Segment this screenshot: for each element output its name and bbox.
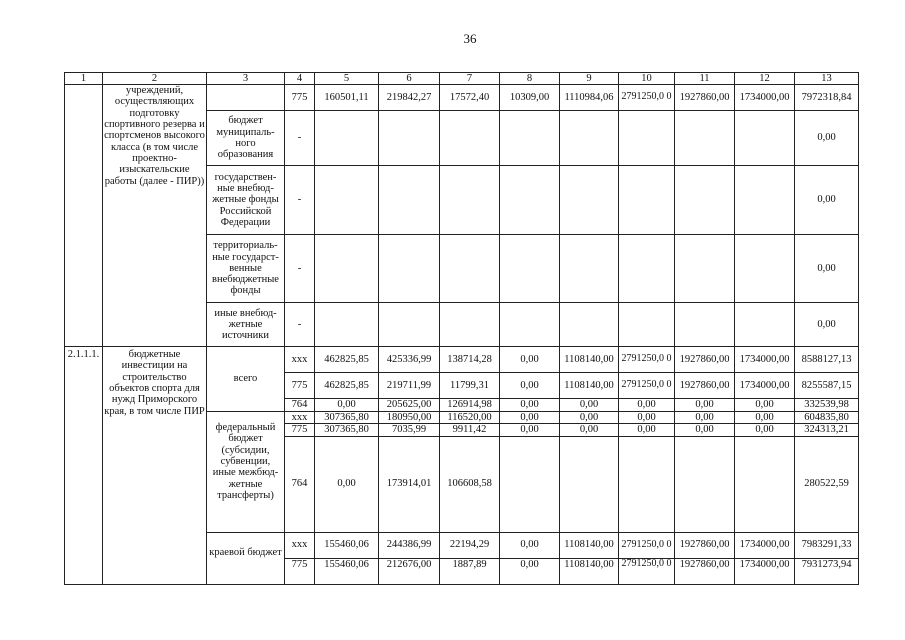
value-cell	[619, 436, 675, 532]
value-cell: 1108140,00	[560, 347, 619, 373]
value-cell	[735, 235, 795, 303]
value-cell: 11799,31	[440, 373, 500, 399]
value-cell: 0,00	[619, 399, 675, 412]
value-cell	[440, 235, 500, 303]
value-cell: 1108140,00	[560, 373, 619, 399]
value-cell: 0,00	[560, 424, 619, 436]
value-cell	[315, 303, 379, 347]
code-cell: 764	[285, 436, 315, 532]
value-cell: 205625,00	[379, 399, 440, 412]
value-cell: 138714,28	[440, 347, 500, 373]
value-cell: 1927860,00	[675, 558, 735, 584]
value-cell: 219842,27	[379, 85, 440, 111]
value-cell: 0,00	[560, 399, 619, 412]
code-cell: 775	[285, 558, 315, 584]
source-cell: всего	[207, 347, 285, 412]
value-cell: 8588127,13	[795, 347, 859, 373]
value-cell: 307365,80	[315, 412, 379, 424]
value-cell	[560, 235, 619, 303]
value-cell: 1734000,00	[735, 373, 795, 399]
row-number-cell: 2.1.1.1.	[65, 347, 103, 585]
value-cell: 0,00	[500, 412, 560, 424]
value-cell: 0,00	[675, 399, 735, 412]
value-cell	[379, 235, 440, 303]
value-cell	[735, 303, 795, 347]
value-cell	[315, 235, 379, 303]
value-cell: 0,00	[560, 412, 619, 424]
table-row	[65, 85, 859, 111]
value-cell: 0,00	[795, 235, 859, 303]
value-cell: 173914,01	[379, 436, 440, 532]
value-cell: 0,00	[315, 436, 379, 532]
header-cell: 4	[285, 73, 315, 85]
value-cell	[560, 436, 619, 532]
value-cell: 0,00	[500, 424, 560, 436]
value-cell: 1927860,00	[675, 532, 735, 558]
source-cell: территориаль-ные государст-венные внебюджетные фонды	[207, 235, 285, 303]
value-cell: 1887,89	[440, 558, 500, 584]
code-cell: -	[285, 303, 315, 347]
value-cell: 0,00	[735, 399, 795, 412]
header-cell: 1	[65, 73, 103, 85]
value-cell: 0,00	[500, 532, 560, 558]
value-cell: 462825,85	[315, 347, 379, 373]
value-cell: 0,00	[315, 399, 379, 412]
value-cell: 0,00	[619, 424, 675, 436]
code-cell: ххх	[285, 532, 315, 558]
value-cell: 1927860,00	[675, 85, 735, 111]
value-cell: 1110984,06	[560, 85, 619, 111]
header-cell: 6	[379, 73, 440, 85]
value-cell: 7972318,84	[795, 85, 859, 111]
header-cell: 13	[795, 73, 859, 85]
value-cell	[619, 166, 675, 235]
event-name-cell: учреждений, осуществляющих подготовку спортивного резерва и спортсменов высокого класса (в том числе проектно-изыскательские работы (далее - ПИР))	[103, 85, 207, 347]
value-cell	[379, 111, 440, 166]
value-cell: 10309,00	[500, 85, 560, 111]
value-cell: 0,00	[675, 412, 735, 424]
value-cell: 0,00	[500, 558, 560, 584]
code-cell: ххх	[285, 347, 315, 373]
value-cell	[440, 111, 500, 166]
value-cell: 7983291,33	[795, 532, 859, 558]
value-cell	[619, 235, 675, 303]
value-cell: 0,00	[795, 166, 859, 235]
value-cell: 324313,21	[795, 424, 859, 436]
value-cell: 1108140,00	[560, 558, 619, 584]
value-cell: 0,00	[500, 399, 560, 412]
source-cell: федеральный бюджет (субсидии, субвенции, иные межбюд-жетные трансферты)	[207, 412, 285, 533]
code-cell: 764	[285, 399, 315, 412]
value-cell: 2791250,0 0	[619, 373, 675, 399]
value-cell: 1734000,00	[735, 85, 795, 111]
value-cell	[560, 166, 619, 235]
header-cell: 2	[103, 73, 207, 85]
value-cell: 8255587,15	[795, 373, 859, 399]
value-cell	[675, 166, 735, 235]
value-cell	[500, 303, 560, 347]
row-number-cell	[65, 85, 103, 347]
value-cell: 0,00	[500, 347, 560, 373]
source-cell: краевой бюджет	[207, 532, 285, 584]
value-cell	[675, 436, 735, 532]
value-cell	[560, 111, 619, 166]
value-cell: 604835,80	[795, 412, 859, 424]
value-cell: 0,00	[795, 111, 859, 166]
value-cell: 1927860,00	[675, 347, 735, 373]
code-cell: -	[285, 235, 315, 303]
header-cell: 5	[315, 73, 379, 85]
value-cell: 106608,58	[440, 436, 500, 532]
header-cell: 10	[619, 73, 675, 85]
header-cell: 12	[735, 73, 795, 85]
value-cell	[440, 166, 500, 235]
value-cell: 0,00	[735, 424, 795, 436]
code-cell: 775	[285, 373, 315, 399]
value-cell: 0,00	[675, 424, 735, 436]
header-cell: 11	[675, 73, 735, 85]
value-cell	[500, 436, 560, 532]
header-cell: 8	[500, 73, 560, 85]
code-cell: ххх	[285, 412, 315, 424]
value-cell: 17572,40	[440, 85, 500, 111]
value-cell	[379, 303, 440, 347]
page-number: 36	[463, 31, 477, 46]
value-cell: 155460,06	[315, 532, 379, 558]
value-cell: 332539,98	[795, 399, 859, 412]
value-cell	[315, 166, 379, 235]
value-cell: 1927860,00	[675, 373, 735, 399]
value-cell: 1734000,00	[735, 558, 795, 584]
value-cell	[619, 111, 675, 166]
value-cell: 126914,98	[440, 399, 500, 412]
value-cell: 2791250,0 0	[619, 532, 675, 558]
value-cell: 7931273,94	[795, 558, 859, 584]
header-cell: 9	[560, 73, 619, 85]
value-cell	[735, 111, 795, 166]
source-cell: иные внебюд-жетные источники	[207, 303, 285, 347]
value-cell: 219711,99	[379, 373, 440, 399]
value-cell	[675, 111, 735, 166]
header-row	[65, 73, 859, 85]
value-cell	[440, 303, 500, 347]
value-cell: 116520,00	[440, 412, 500, 424]
value-cell: 0,00	[735, 412, 795, 424]
value-cell	[500, 111, 560, 166]
value-cell: 2791250,0 0	[619, 85, 675, 111]
value-cell: 1108140,00	[560, 532, 619, 558]
value-cell: 0,00	[500, 373, 560, 399]
value-cell: 7035,99	[379, 424, 440, 436]
value-cell: 307365,80	[315, 424, 379, 436]
value-cell: 462825,85	[315, 373, 379, 399]
value-cell: 2791250,0 0	[619, 347, 675, 373]
source-cell: бюджет муниципаль-ного образования	[207, 111, 285, 166]
value-cell	[675, 303, 735, 347]
value-cell: 1734000,00	[735, 347, 795, 373]
value-cell: 280522,59	[795, 436, 859, 532]
source-cell: государствен-ные внебюд-жетные фонды Российской Федерации	[207, 166, 285, 235]
value-cell: 212676,00	[379, 558, 440, 584]
table-row	[65, 347, 859, 373]
code-cell: -	[285, 166, 315, 235]
budget-table	[64, 72, 859, 585]
value-cell	[735, 436, 795, 532]
value-cell	[500, 166, 560, 235]
value-cell	[735, 166, 795, 235]
value-cell	[315, 111, 379, 166]
value-cell	[560, 303, 619, 347]
value-cell	[379, 166, 440, 235]
value-cell: 22194,29	[440, 532, 500, 558]
header-cell: 3	[207, 73, 285, 85]
source-cell	[207, 85, 285, 111]
value-cell: 1734000,00	[735, 532, 795, 558]
value-cell: 9911,42	[440, 424, 500, 436]
value-cell: 2791250,0 0	[619, 558, 675, 584]
value-cell	[500, 235, 560, 303]
value-cell: 244386,99	[379, 532, 440, 558]
value-cell	[675, 235, 735, 303]
value-cell: 0,00	[795, 303, 859, 347]
code-cell: 775	[285, 424, 315, 436]
header-cell: 7	[440, 73, 500, 85]
value-cell: 155460,06	[315, 558, 379, 584]
value-cell: 160501,11	[315, 85, 379, 111]
code-cell: 775	[285, 85, 315, 111]
event-name-cell: бюджетные инвестиции на строительство объектов спорта для нужд Приморского края, в том числе ПИР	[103, 347, 207, 585]
code-cell: -	[285, 111, 315, 166]
value-cell: 180950,00	[379, 412, 440, 424]
value-cell: 0,00	[619, 412, 675, 424]
value-cell: 425336,99	[379, 347, 440, 373]
value-cell	[619, 303, 675, 347]
